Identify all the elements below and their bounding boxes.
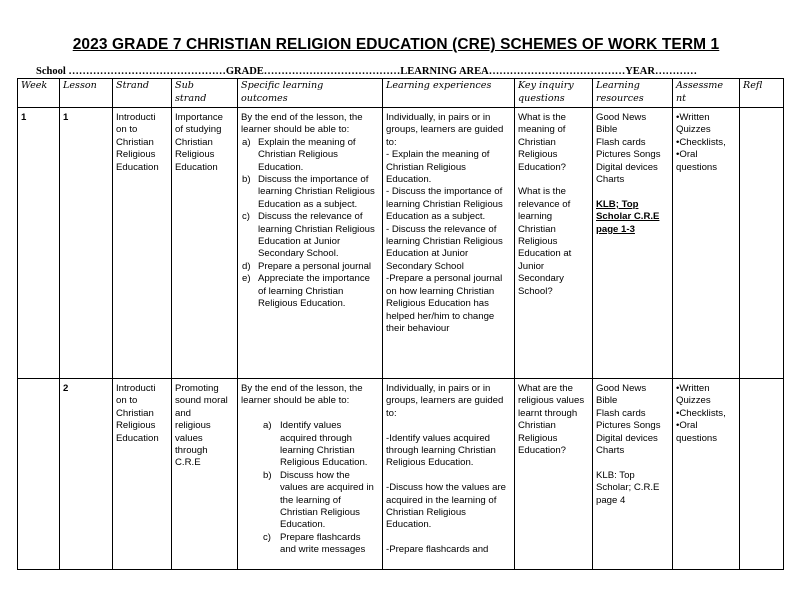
- inquiry-question: What is the relevance of learning Christian Religious Education at Junior Secondary School?: [518, 186, 572, 297]
- spacer: [386, 532, 511, 544]
- outcome-marker: b): [242, 174, 251, 186]
- resource-item: Flash cards: [596, 136, 646, 148]
- spacer: [596, 186, 669, 198]
- sub-strand-line: Christian: [175, 136, 213, 148]
- cell-week: 1: [18, 108, 60, 379]
- assessment-item: •Oral questions: [676, 420, 718, 444]
- strand-line: Religious: [116, 420, 156, 432]
- outcome-text: Discuss the relevance of learning Christian Religious Education at Junior Secondary School.: [258, 211, 375, 260]
- assessment-item: •Oral questions: [676, 149, 718, 173]
- experiences-intro: Individually, in pairs or in groups, learners are guided to:: [386, 383, 504, 419]
- sub-strand-line: of studying: [175, 124, 222, 136]
- strand-line: Introducti: [116, 383, 156, 394]
- cell-assessment: [673, 108, 740, 379]
- outcome-item: [241, 420, 379, 470]
- outcomes-intro: By the end of the lesson, the learner should be able to:: [241, 383, 363, 407]
- header-inquiry-line1: Key inquiry: [518, 80, 574, 91]
- outcome-text: Prepare a personal journal: [258, 260, 372, 272]
- header-key-inquiry-questions: [515, 79, 593, 108]
- header-outcomes-line2: outcomes: [241, 92, 288, 104]
- header-resources-line1: Learning: [596, 80, 640, 91]
- outcome-marker: c): [263, 531, 271, 543]
- header-sub-strand-line1: Sub: [175, 80, 194, 91]
- table-row: [18, 108, 784, 379]
- cell-sub-strand: [172, 379, 238, 570]
- outcome-text: Appreciate the importance of learning Christian Religious Education.: [258, 273, 370, 310]
- textbook-reference: KLB: Top Scholar; C.R.E page 4: [596, 469, 660, 506]
- cell-key-inquiry-questions: [515, 379, 593, 570]
- header-lesson: Lesson: [60, 79, 113, 108]
- header-resources-line2: resources: [596, 92, 644, 104]
- header-specific-learning-outcomes: [238, 79, 383, 108]
- inquiry-question: What is the meaning of Christian Religious Education?: [518, 112, 567, 173]
- sub-strand-line: values: [175, 432, 203, 444]
- outcomes-list: [241, 137, 379, 311]
- strand-line: Christian: [116, 407, 154, 419]
- header-sub-strand: [172, 79, 238, 108]
- resource-item: Digital devices: [596, 432, 658, 444]
- assessment-item: •Written Quizzes: [676, 383, 711, 407]
- document-title: 2023 GRADE 7 CHRISTIAN RELIGION EDUCATION (CRE) SCHEMES OF WORK TERM 1: [72, 36, 720, 53]
- cell-lesson: 2: [60, 379, 113, 570]
- experience-item: - Discuss the relevance of learning Christian Religious Education at Junior Secondary School: [386, 223, 503, 272]
- outcome-item: [241, 211, 379, 261]
- header-week: Week: [18, 79, 60, 108]
- sub-strand-line: and: [175, 407, 192, 419]
- spacer: [386, 470, 511, 482]
- cell-learning-experiences: [383, 379, 515, 570]
- outcome-marker: a): [263, 420, 272, 432]
- strand-line: Religious: [116, 149, 156, 161]
- header-strand: Strand: [113, 79, 172, 108]
- outcome-item: [241, 261, 379, 273]
- outcome-item: [241, 174, 379, 211]
- resource-item: Flash cards: [596, 407, 646, 419]
- header-assessment: [673, 79, 740, 108]
- header-assessment-line1: Assessme: [676, 80, 724, 91]
- strand-line: Christian: [116, 136, 154, 148]
- sub-strand-line: through: [175, 445, 208, 457]
- sub-strand-line: Promoting: [175, 383, 219, 394]
- header-outcomes-line1: Specific learning: [241, 80, 324, 91]
- resource-item: Good News: [596, 112, 647, 123]
- header-reflection: Refl: [740, 79, 784, 108]
- experience-item: -Discuss how the values are acquired in the learning of Christian Religious Education.: [386, 482, 506, 531]
- resource-item: Good News: [596, 383, 647, 394]
- experiences-intro: Individually, in pairs or in groups, learners are guided to:: [386, 112, 504, 148]
- school-info-line: School ………………………………………GRADE…………………………………LEARNING AREA…………………………………YEAR…………: [36, 66, 697, 77]
- strand-line: Education: [116, 161, 159, 173]
- resource-item: Charts: [596, 445, 625, 457]
- outcome-marker: d): [242, 260, 251, 272]
- header-learning-resources: [593, 79, 673, 108]
- spacer: [386, 420, 511, 432]
- cell-strand: [113, 108, 172, 379]
- header-learning-experiences: Learning experiences: [383, 79, 515, 108]
- header-sub-strand-line2: strand: [175, 92, 207, 104]
- cell-learning-resources: [593, 108, 673, 379]
- cell-strand: [113, 379, 172, 570]
- cell-assessment: [673, 379, 740, 570]
- sub-strand-line: religious: [175, 420, 211, 432]
- resource-item: Bible: [596, 395, 618, 407]
- sub-strand-line: Religious: [175, 149, 215, 161]
- resource-item: Pictures Songs: [596, 149, 661, 161]
- outcome-text: Explain the meaning of Christian Religious Education.: [258, 136, 356, 173]
- experience-item: -Identify values acquired through learning Christian Religious Education.: [386, 432, 496, 469]
- spacer: [596, 457, 669, 469]
- resource-item: Bible: [596, 124, 618, 136]
- assessment-item: •Checklists,: [676, 407, 726, 419]
- experience-item: -Prepare flashcards and: [386, 544, 489, 556]
- outcome-marker: c): [242, 211, 250, 223]
- assessment-item: •Written Quizzes: [676, 112, 711, 136]
- experience-item: - Discuss the importance of learning Christian Religious Education as a subject.: [386, 186, 503, 223]
- experience-item: - Explain the meaning of Christian Religious Education.: [386, 149, 490, 186]
- cell-lesson: 1: [60, 108, 113, 379]
- cell-reflection: [740, 379, 784, 570]
- header-assessment-line2: nt: [676, 92, 687, 104]
- cell-specific-learning-outcomes: [238, 108, 383, 379]
- outcome-marker: a): [242, 136, 251, 148]
- experience-item: -Prepare a personal journal on how learning Christian Religious Education has helped her/him to change their behaviour: [386, 273, 503, 334]
- header-inquiry-line2: questions: [518, 92, 565, 104]
- sub-strand-line: sound moral: [175, 395, 228, 407]
- cell-key-inquiry-questions: [515, 108, 593, 379]
- cell-learning-experiences: [383, 108, 515, 379]
- table-header-row: [18, 79, 784, 108]
- resource-item: Digital devices: [596, 161, 658, 173]
- textbook-reference: KLB; Top Scholar C.R.E page 1-3: [596, 198, 660, 235]
- inquiry-question: What are the religious values learnt through Christian Religious Education?: [518, 383, 585, 457]
- sub-strand-line: Importance: [175, 112, 223, 123]
- outcomes-intro: By the end of the lesson, the learner should be able to:: [241, 112, 363, 136]
- spacer: [518, 174, 589, 186]
- sub-strand-line: Education: [175, 161, 218, 173]
- cell-specific-learning-outcomes: [238, 379, 383, 570]
- outcome-text: Discuss the importance of learning Christian Religious Education as a subject.: [258, 174, 375, 210]
- assessment-item: •Checklists,: [676, 136, 726, 148]
- outcome-item: [241, 273, 379, 310]
- outcome-marker: e): [242, 273, 251, 285]
- outcomes-list: [241, 420, 379, 556]
- outcome-marker: b): [263, 469, 272, 481]
- outcome-item: [241, 137, 379, 174]
- cell-reflection: [740, 108, 784, 379]
- sub-strand-line: C.R.E: [175, 457, 201, 469]
- resource-item: Charts: [596, 174, 625, 186]
- strand-line: on to: [116, 395, 138, 407]
- outcome-item: [241, 532, 379, 557]
- outcome-text: Identify values acquired through learning Christian Religious Education.: [280, 420, 368, 469]
- strand-line: Education: [116, 432, 159, 444]
- table-row: [18, 379, 784, 570]
- outcome-text: Prepare flashcards and write messages: [280, 531, 366, 556]
- outcome-text: Discuss how the values are acquired in the learning of Christian Religious Education.: [280, 469, 374, 531]
- schemes-of-work-table: [17, 78, 784, 570]
- cell-learning-resources: [593, 379, 673, 570]
- strand-line: Introducti: [116, 112, 156, 123]
- cell-week: [18, 379, 60, 570]
- resource-item: Pictures Songs: [596, 420, 661, 432]
- outcome-item: [241, 470, 379, 532]
- strand-line: on to: [116, 124, 138, 136]
- cell-sub-strand: [172, 108, 238, 379]
- spacer: [241, 408, 379, 420]
